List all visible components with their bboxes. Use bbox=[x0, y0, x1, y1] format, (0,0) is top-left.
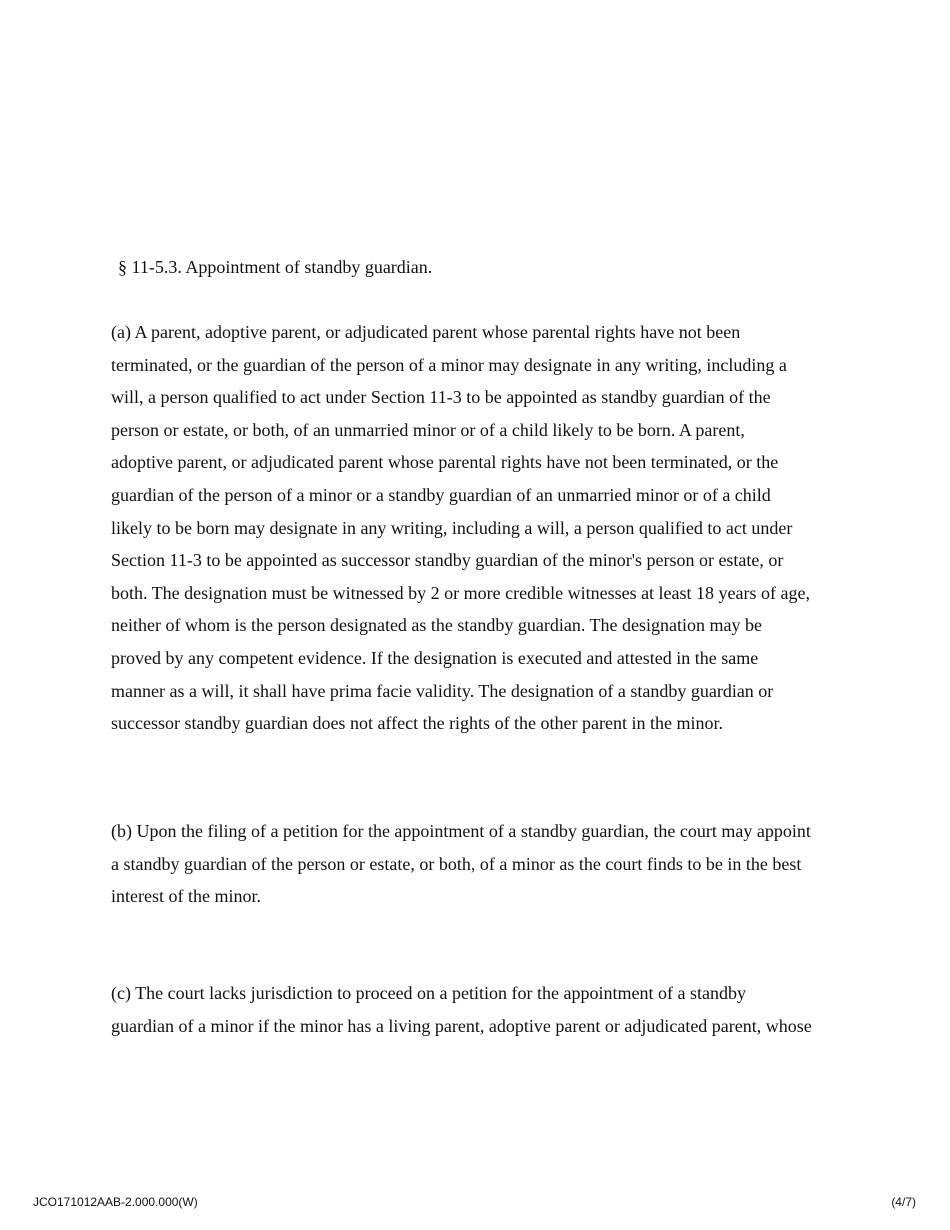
paragraph-line: neither of whom is the person designated as the standby guardian. The designation may be bbox=[111, 615, 763, 636]
paragraph-line: (b) Upon the filing of a petition for the appointment of a standby guardian, the court may appoint bbox=[111, 821, 811, 841]
paragraph-line: both. The designation must be witnessed by 2 or more credible witnesses at least 18 years of age, bbox=[111, 582, 810, 603]
paragraph-line: person or estate, or both, of an unmarried minor or of a child likely to be born. A parent, bbox=[111, 419, 745, 440]
paragraph-line: (c) The court lacks jurisdiction to proceed on a petition for the appointment of a standby bbox=[111, 983, 746, 1003]
section-heading: § 11-5.3. Appointment of standby guardian. bbox=[118, 257, 433, 277]
paragraph-line: a standby guardian of the person or estate, or both, of a minor as the court finds to be in the best bbox=[111, 853, 802, 874]
paragraph-line: successor standby guardian does not affect the rights of the other parent in the minor. bbox=[111, 713, 723, 734]
paragraph-line: adoptive parent, or adjudicated parent whose parental rights have not been terminated, or the bbox=[111, 452, 779, 473]
paragraph-line: (a) A parent, adoptive parent, or adjudicated parent whose parental rights have not been bbox=[111, 322, 741, 342]
paragraph-line: Section 11-3 to be appointed as successor standby guardian of the minor's person or estate, or bbox=[111, 550, 784, 571]
paragraph-line: likely to be born may designate in any writing, including a will, a person qualified to act under bbox=[111, 517, 793, 538]
paragraph-line: will, a person qualified to act under Section 11-3 to be appointed as standby guardian of the bbox=[111, 387, 771, 408]
paragraph-c bbox=[111, 977, 856, 1042]
paragraph-line: terminated, or the guardian of the person of a minor may designate in any writing, including a bbox=[111, 354, 787, 375]
paragraph-line: guardian of a minor if the minor has a living parent, adoptive parent or adjudicated parent, whose bbox=[111, 1015, 812, 1036]
paragraph-line: proved by any competent evidence. If the designation is executed and attested in the same bbox=[111, 647, 759, 668]
paragraph-line: guardian of the person of a minor or a standby guardian of an unmarried minor or of a child bbox=[111, 484, 771, 505]
footer-document-code: JCO171012AAB-2.000.000(W) bbox=[33, 1195, 198, 1209]
paragraph-b bbox=[111, 815, 856, 913]
paragraph-a bbox=[111, 316, 856, 740]
footer-page-indicator: (4/7) bbox=[891, 1195, 916, 1209]
paragraph-line: manner as a will, it shall have prima facie validity. The designation of a standby guardian or bbox=[111, 680, 774, 701]
paragraph-line: interest of the minor. bbox=[111, 886, 261, 907]
